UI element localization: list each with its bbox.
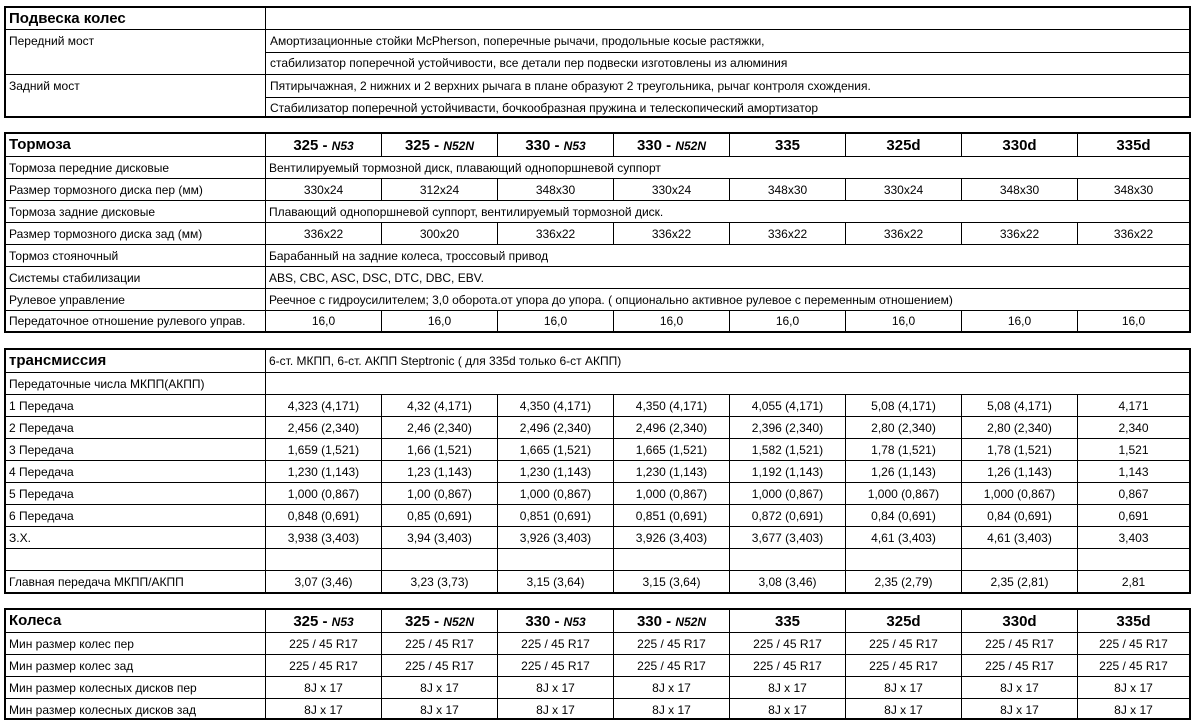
table-cell: 8J x 17 <box>304 702 343 717</box>
table-cell: 225 / 45 R17 <box>521 636 590 651</box>
table-cell: 336x22 <box>651 226 692 241</box>
table-cell: 3,938 (3,403) <box>287 530 360 545</box>
table-cell: 2,81 <box>1121 574 1146 589</box>
table-cell: 2,396 (2,340) <box>751 420 824 435</box>
table-cell: 2,35 (2,81) <box>990 574 1049 589</box>
table-row <box>6 632 1189 654</box>
table-cell: 8J x 17 <box>420 680 459 695</box>
table-cell: 3,08 (3,46) <box>758 574 817 589</box>
brakes-table <box>4 132 1191 333</box>
row-label: Размер тормозного диска зад (мм) <box>9 226 203 241</box>
table-cell: 1,665 (1,521) <box>635 442 708 457</box>
row-label: 3 Передача <box>9 442 74 457</box>
table-cell: 8J x 17 <box>1000 680 1039 695</box>
table-row <box>6 438 1189 460</box>
row-label: Тормоза передние дисковые <box>9 160 170 175</box>
table-cell: 0,848 (0,691) <box>287 508 360 523</box>
row-text: Барабанный на задние колеса, тросcовый привод <box>269 248 549 263</box>
table-cell: 8J x 17 <box>536 702 575 717</box>
table-cell: 1,659 (1,521) <box>287 442 360 457</box>
rear-axle-label: Задний мост <box>9 79 80 93</box>
table-row <box>6 570 1189 592</box>
table-cell: 1,66 (1,521) <box>407 442 472 457</box>
table-cell: 225 / 45 R17 <box>985 658 1054 673</box>
table-cell: 348x30 <box>999 182 1040 197</box>
table-cell: 1,00 (0,867) <box>407 486 472 501</box>
table-cell: 1,000 (0,867) <box>635 486 708 501</box>
row-text: Реечное с гидроусилителем; 3,0 оборота.от упора до упора. ( опционально активное рулевое с переменным отношением) <box>269 292 953 307</box>
table-cell: 3,677 (3,403) <box>751 530 824 545</box>
table-cell: 3,15 (3,64) <box>642 574 701 589</box>
table-cell: 348x30 <box>767 182 808 197</box>
table-cell: 8J x 17 <box>1114 702 1153 717</box>
model-header: 330 - N52N <box>636 612 707 630</box>
row-label: Мин размер колес зад <box>9 658 134 673</box>
table-cell: 2,80 (2,340) <box>871 420 936 435</box>
table-cell: 0,851 (0,691) <box>519 508 592 523</box>
model-header: 325d <box>886 136 921 154</box>
model-header: 335d <box>1116 136 1151 154</box>
table-cell: 348x30 <box>1113 182 1154 197</box>
table-cell: 16,0 <box>891 314 916 328</box>
front-axle-text-1: Амортизационные стойки McPherson, поперечные рычачи, продольные косые растяжки, <box>270 34 765 48</box>
table-cell: 225 / 45 R17 <box>637 636 706 651</box>
row-label: 2 Передача <box>9 420 74 435</box>
table-cell: 2,456 (2,340) <box>287 420 360 435</box>
row-label: Мин размер колесных дисков зад <box>9 702 197 717</box>
wheels-header-row <box>6 610 1189 632</box>
table-cell: 225 / 45 R17 <box>637 658 706 673</box>
model-header: 325 - N52N <box>404 612 475 630</box>
row-label: Размер тормозного диска пер (мм) <box>9 182 203 197</box>
table-cell: 225 / 45 R17 <box>1099 658 1168 673</box>
table-cell: 4,61 (3,403) <box>987 530 1052 545</box>
table-row <box>6 372 1189 394</box>
table-cell: 1,000 (0,867) <box>287 486 360 501</box>
table-cell: 1,582 (1,521) <box>751 442 824 457</box>
table-row <box>6 288 1189 310</box>
table-row <box>6 416 1189 438</box>
table-cell: 0,872 (0,691) <box>751 508 824 523</box>
table-cell: 1,230 (1,143) <box>519 464 592 479</box>
table-cell: 16,0 <box>659 314 684 328</box>
table-cell: 225 / 45 R17 <box>289 636 358 651</box>
table-row <box>6 460 1189 482</box>
table-cell: 0,851 (0,691) <box>635 508 708 523</box>
model-header: 330d <box>1002 136 1037 154</box>
table-cell: 1,521 <box>1118 442 1149 457</box>
suspension-front-row <box>6 29 1189 74</box>
table-cell: 1,78 (1,521) <box>871 442 936 457</box>
table-cell: 3,23 (3,73) <box>410 574 469 589</box>
table-cell: 1,26 (1,143) <box>871 464 936 479</box>
table-row <box>6 200 1189 222</box>
row-label: 1 Передача <box>9 398 74 413</box>
rear-axle-text-1: Пятирычажная, 2 нижних и 2 верхних рычага в плане образуют 2 треугольника, рычаг контроля схождения. <box>270 79 871 93</box>
suspension-header-row <box>6 8 1189 29</box>
row-label: Мин размер колесных дисков пер <box>9 680 197 695</box>
transmission-description: 6-ст. МКПП, 6-ст. АКПП Steptronic ( для 335d только 6-ст АКПП) <box>269 354 622 368</box>
brakes-header-row <box>6 134 1189 156</box>
table-cell: 2,496 (2,340) <box>519 420 592 435</box>
wheels-table <box>4 608 1191 720</box>
table-cell: 336x22 <box>883 226 924 241</box>
table-cell: 4,323 (4,171) <box>287 398 360 413</box>
row-label: Системы стабилизации <box>9 270 141 285</box>
table-row <box>6 526 1189 548</box>
model-header: 325 - N52N <box>404 136 475 154</box>
table-cell: 330x24 <box>303 182 344 197</box>
row-label: 5 Передача <box>9 486 74 501</box>
brakes-title: Тормоза <box>9 136 71 153</box>
table-cell: 4,350 (4,171) <box>635 398 708 413</box>
row-label: Передаточное отношение рулевого управ. <box>9 314 246 328</box>
table-cell: 4,171 <box>1118 398 1149 413</box>
model-header: 330d <box>1002 612 1037 630</box>
table-cell: 16,0 <box>311 314 336 328</box>
table-cell: 300x20 <box>419 226 460 241</box>
table-row <box>6 156 1189 178</box>
table-row <box>6 394 1189 416</box>
table-cell: 330x24 <box>651 182 692 197</box>
table-cell: 225 / 45 R17 <box>753 636 822 651</box>
table-cell: 1,192 (1,143) <box>751 464 824 479</box>
table-cell: 225 / 45 R17 <box>753 658 822 673</box>
suspension-rear-row <box>6 74 1189 118</box>
table-cell: 336x22 <box>535 226 576 241</box>
table-cell: 0,85 (0,691) <box>407 508 472 523</box>
table-cell: 336x22 <box>303 226 344 241</box>
table-cell: 8J x 17 <box>768 680 807 695</box>
table-cell: 8J x 17 <box>1000 702 1039 717</box>
table-cell: 336x22 <box>767 226 808 241</box>
ratios-label: Передаточные числа МКПП(АКПП) <box>9 376 205 391</box>
table-cell: 0,84 (0,691) <box>987 508 1052 523</box>
table-cell: 2,35 (2,79) <box>874 574 933 589</box>
table-cell: 0,84 (0,691) <box>871 508 936 523</box>
transmission-table <box>4 348 1191 594</box>
table-cell: 225 / 45 R17 <box>405 658 474 673</box>
table-cell: 1,26 (1,143) <box>987 464 1052 479</box>
table-cell: 8J x 17 <box>884 702 923 717</box>
suspension-table <box>4 6 1191 118</box>
table-row <box>6 676 1189 698</box>
table-cell: 3,926 (3,403) <box>635 530 708 545</box>
model-header: 325d <box>886 612 921 630</box>
table-cell: 8J x 17 <box>420 702 459 717</box>
table-cell: 16,0 <box>1007 314 1032 328</box>
row-text: Плавающий однопоршневой суппорт, вентилируемый тормозной диск. <box>269 204 664 219</box>
table-cell: 16,0 <box>427 314 452 328</box>
table-cell: 16,0 <box>1121 314 1146 328</box>
table-cell: 336x22 <box>1113 226 1154 241</box>
table-row <box>6 548 1189 570</box>
front-axle-label: Передний мост <box>9 34 95 48</box>
table-cell: 225 / 45 R17 <box>405 636 474 651</box>
row-label: Тормоза задние дисковые <box>9 204 155 219</box>
model-header: 325 - N53 <box>293 136 354 154</box>
table-cell: 3,403 <box>1118 530 1149 545</box>
table-cell: 5,08 (4,171) <box>871 398 936 413</box>
row-label: З.Х. <box>9 530 31 545</box>
table-cell: 3,94 (3,403) <box>407 530 472 545</box>
table-cell: 8J x 17 <box>652 680 691 695</box>
wheels-title: Колеса <box>9 612 62 629</box>
table-cell: 2,46 (2,340) <box>407 420 472 435</box>
transmission-header-row <box>6 350 1189 372</box>
row-text: ABS, CBC, ASC, DSC, DTC, DBC, EBV. <box>269 270 484 285</box>
table-row <box>6 504 1189 526</box>
table-cell: 225 / 45 R17 <box>289 658 358 673</box>
table-cell: 225 / 45 R17 <box>521 658 590 673</box>
table-cell: 1,000 (0,867) <box>983 486 1056 501</box>
table-cell: 8J x 17 <box>304 680 343 695</box>
table-cell: 1,143 <box>1118 464 1149 479</box>
row-label: 6 Передача <box>9 508 74 523</box>
table-cell: 1,665 (1,521) <box>519 442 592 457</box>
table-cell: 8J x 17 <box>1114 680 1153 695</box>
table-cell: 1,000 (0,867) <box>519 486 592 501</box>
table-cell: 330x24 <box>883 182 924 197</box>
model-header: 325 - N53 <box>293 612 354 630</box>
model-header: 335d <box>1116 612 1151 630</box>
table-cell: 4,61 (3,403) <box>871 530 936 545</box>
model-header: 335 <box>774 136 801 154</box>
row-label: Главная передача МКПП/АКПП <box>9 574 184 589</box>
table-cell: 4,32 (4,171) <box>407 398 472 413</box>
row-label: 4 Передача <box>9 464 74 479</box>
table-cell: 8J x 17 <box>536 680 575 695</box>
table-cell: 1,000 (0,867) <box>751 486 824 501</box>
table-cell: 1,000 (0,867) <box>867 486 940 501</box>
table-cell: 0,867 <box>1118 486 1149 501</box>
table-row <box>6 482 1189 504</box>
row-text: Вентилируемый тормозной диск, плавающий однопоршневой суппорт <box>269 160 661 175</box>
table-cell: 225 / 45 R17 <box>985 636 1054 651</box>
table-cell: 225 / 45 R17 <box>869 658 938 673</box>
table-row <box>6 310 1189 331</box>
table-cell: 3,15 (3,64) <box>526 574 585 589</box>
table-cell: 5,08 (4,171) <box>987 398 1052 413</box>
table-row <box>6 654 1189 676</box>
row-label: Мин размер колес пер <box>9 636 134 651</box>
table-cell: 336x22 <box>999 226 1040 241</box>
table-cell: 3,926 (3,403) <box>519 530 592 545</box>
table-cell: 2,340 <box>1118 420 1149 435</box>
front-axle-text-2: стабилизатор поперечной устойчивости, все детали пер подвески изготовлены из алюминия <box>270 56 788 70</box>
suspension-title: Подвеска колес <box>9 9 126 27</box>
table-row <box>6 266 1189 288</box>
table-cell: 16,0 <box>543 314 568 328</box>
table-cell: 312x24 <box>419 182 460 197</box>
table-cell: 2,80 (2,340) <box>987 420 1052 435</box>
table-cell: 8J x 17 <box>768 702 807 717</box>
table-cell: 1,78 (1,521) <box>987 442 1052 457</box>
table-row <box>6 178 1189 200</box>
table-row <box>6 222 1189 244</box>
model-header: 330 - N53 <box>525 136 586 154</box>
table-cell: 4,055 (4,171) <box>751 398 824 413</box>
table-cell: 3,07 (3,46) <box>294 574 353 589</box>
table-cell: 225 / 45 R17 <box>1099 636 1168 651</box>
table-cell: 348x30 <box>535 182 576 197</box>
table-cell: 4,350 (4,171) <box>519 398 592 413</box>
row-label: Рулевое управление <box>9 292 125 307</box>
table-cell: 1,230 (1,143) <box>635 464 708 479</box>
transmission-title: трансмиссия <box>9 352 107 369</box>
table-cell: 8J x 17 <box>884 680 923 695</box>
table-cell: 2,496 (2,340) <box>635 420 708 435</box>
table-cell: 0,691 <box>1118 508 1149 523</box>
model-header: 335 <box>774 612 801 630</box>
table-cell: 1,23 (1,143) <box>407 464 472 479</box>
table-cell: 225 / 45 R17 <box>869 636 938 651</box>
model-header: 330 - N53 <box>525 612 586 630</box>
table-cell: 8J x 17 <box>652 702 691 717</box>
table-row <box>6 698 1189 720</box>
model-header: 330 - N52N <box>636 136 707 154</box>
table-cell: 1,230 (1,143) <box>287 464 360 479</box>
rear-axle-text-2: Стабилизатор поперечной устойчивасти, бочкообразная пружина и телескопический амортизатор <box>270 101 819 115</box>
table-cell: 16,0 <box>775 314 800 328</box>
table-row <box>6 244 1189 266</box>
row-label: Тормоз стояночный <box>9 248 119 263</box>
